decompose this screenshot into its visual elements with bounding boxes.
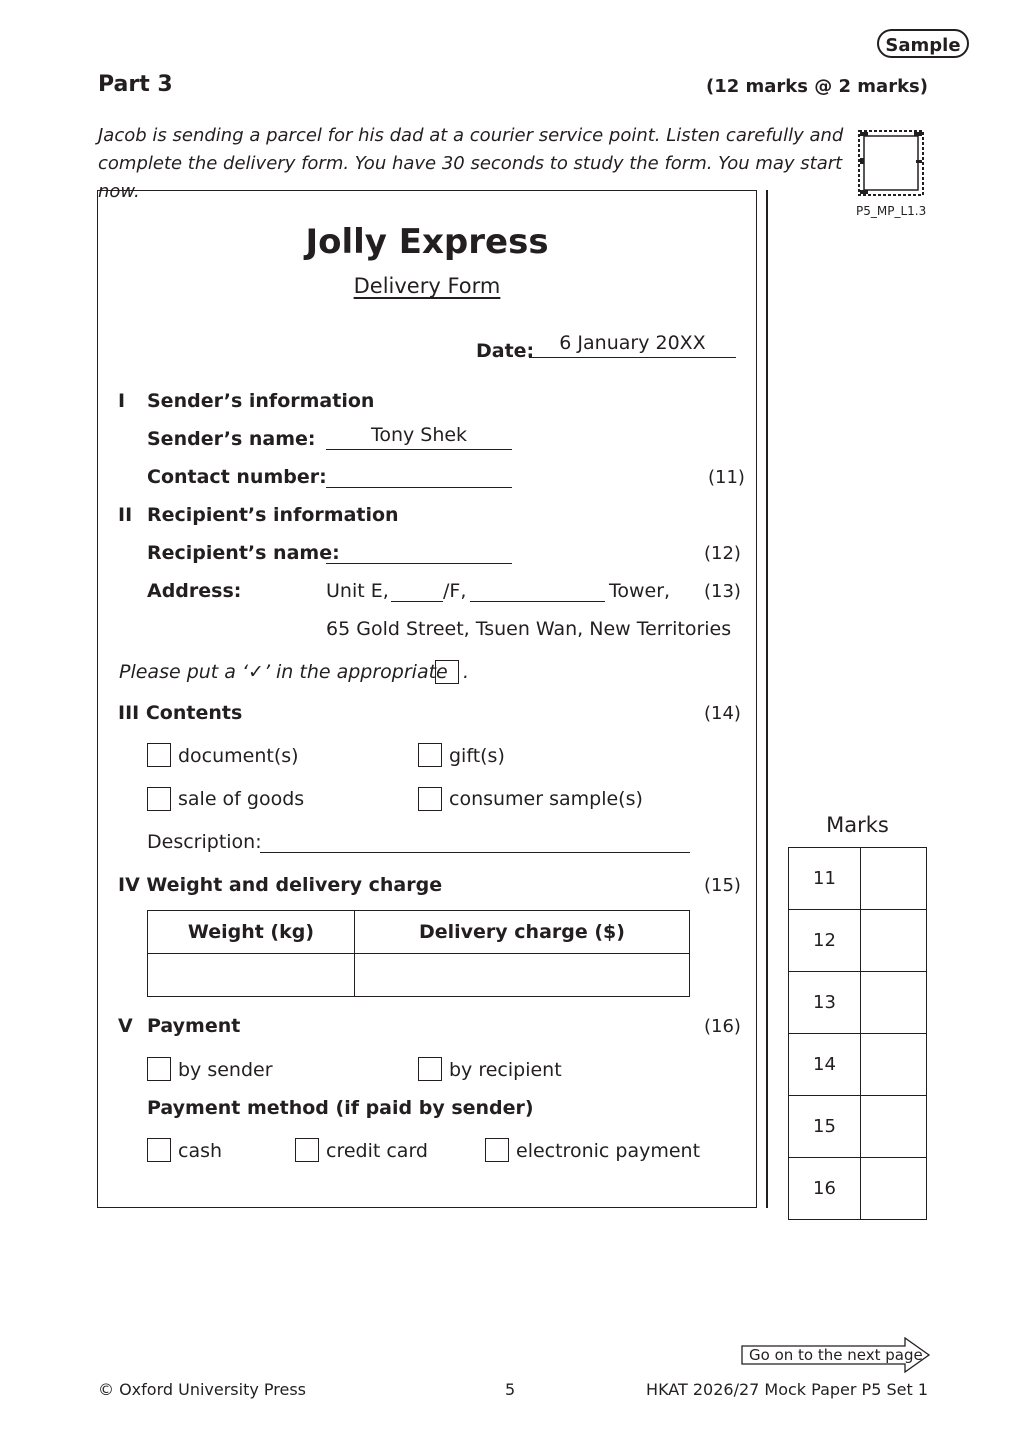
address-floor: /F, — [443, 580, 467, 602]
divider-line — [766, 190, 768, 1208]
option-label: consumer sample(s) — [449, 788, 643, 810]
section-heading: Weight and delivery charge — [146, 874, 443, 896]
date-value: 6 January 20XX — [559, 332, 706, 354]
question-number: (11) — [708, 467, 745, 488]
tower-field[interactable] — [470, 601, 605, 602]
marks-allocation: (12 marks @ 2 marks) — [705, 76, 928, 97]
option-label: document(s) — [178, 745, 299, 767]
sender-name-field[interactable] — [326, 449, 512, 450]
weight-cell[interactable] — [148, 954, 355, 997]
section-number: III — [118, 702, 140, 724]
tick-instruction-part: Please put a ‘ — [119, 661, 249, 683]
address-unit: Unit E, — [326, 580, 389, 602]
checkbox-electronic-payment[interactable] — [485, 1138, 509, 1162]
section-number: I — [118, 390, 126, 412]
recipient-name-label: Recipient’s name: — [147, 542, 340, 564]
checkbox-sale-of-goods[interactable] — [147, 787, 171, 811]
sender-name-value: Tony Shek — [370, 424, 468, 446]
address-tower: Tower, — [609, 580, 671, 602]
tick-instruction — [119, 661, 448, 683]
example-checkbox — [435, 660, 459, 684]
payment-heading: Payment — [147, 1015, 241, 1037]
recipient-info-heading: Recipient’s information — [147, 504, 399, 526]
description-field[interactable] — [260, 852, 690, 853]
marks-cell — [861, 1158, 927, 1220]
weight-column-header: Weight (kg) — [148, 911, 355, 954]
section-heading: Contents — [145, 702, 243, 724]
section-number: V — [118, 1015, 133, 1037]
date-label: Date: — [476, 340, 535, 362]
qr-code-icon — [858, 130, 924, 196]
floor-field[interactable] — [391, 601, 443, 602]
form-subtitle — [97, 274, 757, 298]
description-label: Description: — [147, 831, 262, 853]
marks-title: Marks — [826, 813, 889, 837]
marks-cell — [861, 1034, 927, 1096]
contact-number-label: Contact number: — [147, 466, 327, 488]
marks-cell — [861, 848, 927, 910]
marks-row-number: 13 — [789, 972, 861, 1034]
marks-cell — [861, 1096, 927, 1158]
question-number: (15) — [704, 875, 741, 896]
marks-row-number: 11 — [789, 848, 861, 910]
section-number: IV — [118, 874, 140, 896]
address-line-2: 65 Gold Street, Tsuen Wan, New Territories — [326, 618, 732, 640]
charge-cell[interactable] — [354, 954, 689, 997]
part-heading: Part 3 — [98, 72, 173, 97]
marks-row-number: 14 — [789, 1034, 861, 1096]
page-number: 5 — [505, 1380, 516, 1399]
form-title: Jolly Express — [305, 222, 549, 262]
sender-info-heading: Sender’s information — [147, 390, 375, 412]
payment-method-heading: Payment method (if paid by sender) — [147, 1097, 534, 1119]
form-subtitle-text: Delivery Form — [353, 274, 501, 298]
option-label: credit card — [326, 1140, 428, 1162]
weight-heading — [118, 874, 442, 896]
marks-cell — [861, 972, 927, 1034]
sender-name-label: Sender’s name: — [147, 428, 316, 450]
copyright: © Oxford University Press — [98, 1380, 307, 1399]
paper-title: HKAT 2026/27 Mock Paper P5 Set 1 — [646, 1380, 928, 1399]
checkbox-credit-card[interactable] — [295, 1138, 319, 1162]
checkbox-cash[interactable] — [147, 1138, 171, 1162]
option-label: by recipient — [449, 1059, 562, 1081]
tick-instruction-part: ’ in the appropriate — [263, 661, 448, 683]
next-page-text: Go on to the next page — [749, 1346, 923, 1364]
instruction-text: Jacob is sending a parcel for his dad at a courier service point. Listen carefully and complete the delivery form. You have 30 seconds to study the form. You may start now. — [98, 125, 844, 202]
section-number: II — [118, 504, 133, 526]
question-number: (14) — [704, 703, 741, 724]
checkbox-by-recipient[interactable] — [418, 1057, 442, 1081]
contents-heading — [118, 702, 242, 724]
tick-icon: ✓ — [248, 661, 264, 683]
weight-charge-table — [147, 910, 690, 997]
question-number: (12) — [704, 543, 741, 564]
checkbox-documents[interactable] — [147, 743, 171, 767]
option-label: sale of goods — [178, 788, 305, 810]
marks-cell — [861, 910, 927, 972]
option-label: by sender — [178, 1059, 273, 1081]
checkbox-by-sender[interactable] — [147, 1057, 171, 1081]
question-number: (13) — [704, 581, 741, 602]
tick-instruction-end: . — [463, 661, 470, 683]
question-number: (16) — [704, 1016, 741, 1037]
marks-row-number: 16 — [789, 1158, 861, 1220]
checkbox-gifts[interactable] — [418, 743, 442, 767]
marks-row-number: 15 — [789, 1096, 861, 1158]
marks-table — [788, 847, 927, 1220]
contact-number-field[interactable] — [326, 487, 512, 488]
option-label: cash — [178, 1140, 223, 1162]
sample-badge: Sample — [877, 29, 969, 58]
address-label: Address: — [147, 580, 242, 602]
recipient-name-field[interactable] — [326, 563, 512, 564]
marks-row-number: 12 — [789, 910, 861, 972]
qr-code-label: P5_MP_L1.3 — [856, 204, 927, 218]
option-label: gift(s) — [449, 745, 505, 767]
checkbox-consumer-samples[interactable] — [418, 787, 442, 811]
option-label: electronic payment — [516, 1140, 701, 1162]
charge-column-header: Delivery charge ($) — [354, 911, 689, 954]
date-field[interactable] — [529, 357, 736, 358]
